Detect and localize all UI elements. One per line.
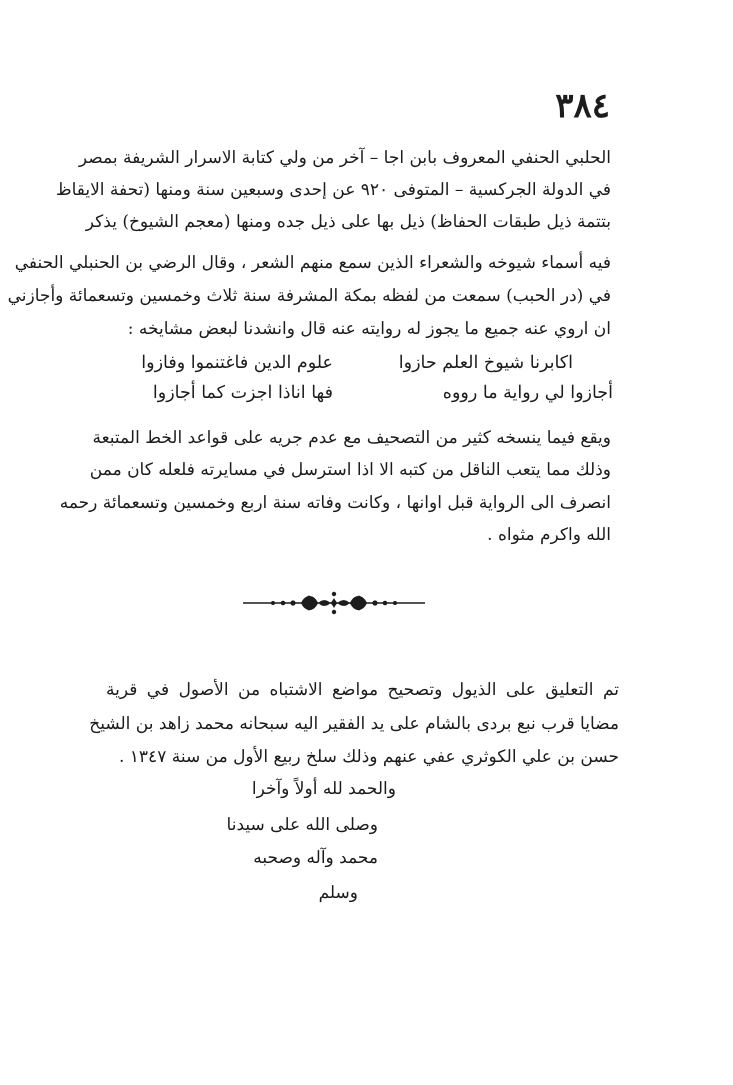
colophon-line-1: تم التعليق على الذيول وتصحيح مواضع الاشتباه من الأصول في قرية: [106, 680, 619, 700]
paragraph-1-line-2: في الدولة الجركسية – المتوفى ٩٢٠ عن إحدى وسبعين سنة ومنها (تحفة الايقاظ: [55, 180, 611, 200]
paragraph-2-line-2: وذلك مما يتعب الناقل من كتبه الا اذا استرسل في مسايرته فلعله كان ممن: [89, 460, 611, 480]
verse-1-second-hemistich: علوم الدين فاغتنموا وفازوا: [141, 353, 333, 373]
paragraph-1-line-1: الحلبي الحنفي المعروف بابن اجا – آخر من ولي كتابة الاسرار الشريفة بمصر: [78, 148, 611, 168]
verse-1-first-hemistich: اكابرنا شيوخ العلم حازوا: [398, 353, 573, 373]
verse-2-second-hemistich: فها اناذا اجزت كما أجازوا: [152, 383, 333, 403]
paragraph-1-line-4: فيه أسماء شيوخه والشعراء الذين سمع منهم الشعر ، وقال الرضي بن الحنبلي الحنفي: [14, 253, 611, 273]
ornament-divider-icon: [243, 590, 425, 616]
verse-2-first-hemistich: أجازوا لي رواية ما رووه: [442, 383, 613, 403]
paragraph-2-line-4: الله واكرم مثواه .: [487, 525, 611, 545]
closing-line-1: والحمد لله أولاً وآخرا: [251, 779, 396, 799]
paragraph-1-line-5: في (در الحبب) سمعت من لفظه بمكة المشرفة سنة ثلاث وخمسين وتسعمائة وأجازني: [7, 286, 611, 306]
closing-line-3: محمد وآله وصحبه: [253, 848, 378, 868]
closing-line-2: وصلى الله على سيدنا: [226, 815, 378, 835]
paragraph-2-line-1: ويقع فيما ينسخه كثير من التصحيف مع عدم جريه على قواعد الخط المتبعة: [92, 428, 611, 448]
paragraph-1-line-6: ان اروي عنه جميع ما يجوز له روايته عنه قال وانشدنا لبعض مشايخه :: [127, 319, 611, 339]
paragraph-2-line-3: انصرف الى الرواية قبل اوانها ، وكانت وفاته سنة اربع وخمسين وتسعمائة رحمه: [59, 493, 611, 513]
paragraph-1-line-3: بتتمة ذيل طبقات الحفاظ) ذيل بها على ذيل جده ومنها (معجم الشيوخ) يذكر: [85, 212, 611, 232]
closing-line-4: وسلم: [318, 883, 358, 903]
page-number: ٣٨٤: [555, 86, 610, 126]
colophon-line-3: حسن بن علي الكوثري عفي عنهم وذلك سلخ ربيع الأول من سنة ١٣٤٧ .: [118, 747, 619, 767]
colophon-line-2: مضايا قرب نبع بردى بالشام على يد الفقير اليه سبحانه محمد زاهد بن الشيخ: [89, 714, 619, 734]
